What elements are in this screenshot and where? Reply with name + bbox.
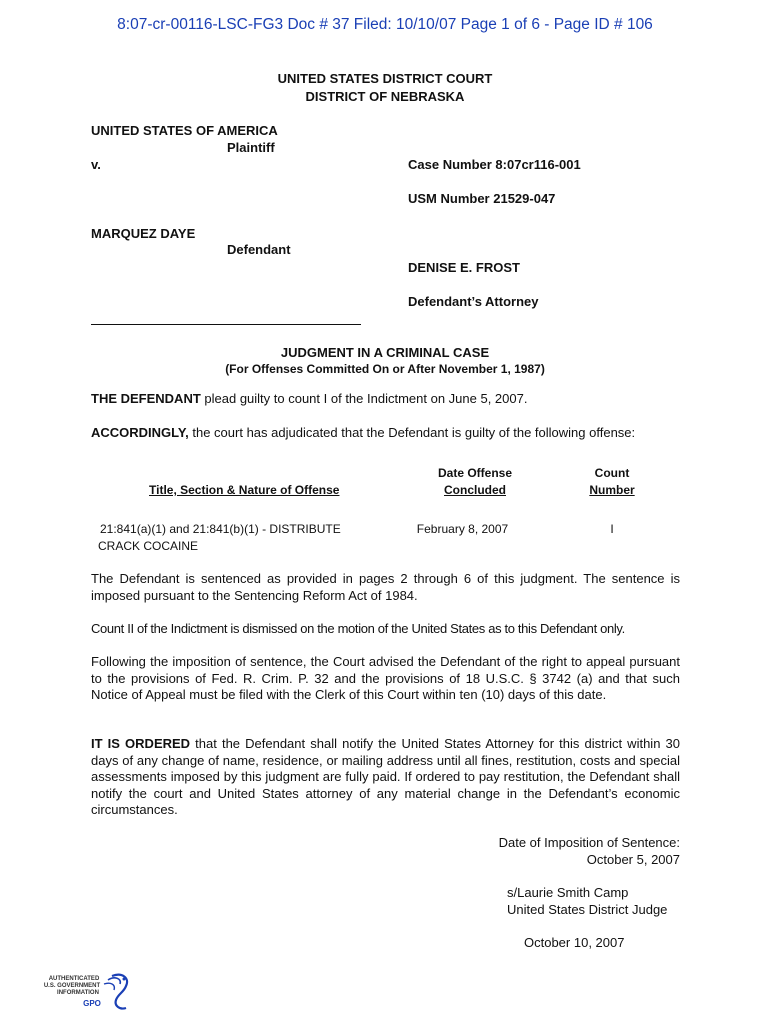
judgment-title: JUDGMENT IN A CRIMINAL CASE xyxy=(280,345,490,360)
court-name: UNITED STATES DISTRICT COURT xyxy=(277,71,493,86)
filing-header-stamp: 8:07-cr-00116-LSC-FG3 Doc # 37 Filed: 10/10/07 Page 1 of 6 - Page ID # 106 xyxy=(117,16,653,33)
seal-line1: AUTHENTICATED xyxy=(48,976,100,982)
imposition-date: October 5, 2007 xyxy=(586,852,680,867)
adjudication-paragraph xyxy=(91,425,680,442)
table-row-count: I xyxy=(610,522,614,536)
court-district: DISTRICT OF NEBRASKA xyxy=(305,89,465,104)
caption-divider xyxy=(91,324,361,325)
plaintiff-name: UNITED STATES OF AMERICA xyxy=(91,123,278,138)
usm-number: USM Number 21529-047 xyxy=(408,191,556,206)
plea-paragraph xyxy=(91,391,680,408)
gpo-authentication-seal xyxy=(38,970,138,1014)
table-row-offense-line2: CRACK COCAINE xyxy=(98,539,199,553)
gpo-eagle-icon xyxy=(38,970,138,1014)
table-header-date-line2: Concluded xyxy=(444,483,506,497)
table-row-date: February 8, 2007 xyxy=(416,522,509,536)
table-header-offense: Title, Section & Nature of Offense xyxy=(149,483,340,497)
table-row-offense-line1: 21:841(a)(1) and 21:841(b)(1) - DISTRIBUTE xyxy=(100,522,341,536)
plea-lead: THE DEFENDANT xyxy=(91,391,201,406)
table-header-count-line2: Number xyxy=(589,483,635,497)
seal-line2: U.S. GOVERNMENT xyxy=(43,983,101,989)
ordered-text: that the Defendant shall notify the United States Attorney for this district within 30 days of any change of name, residence, or mailing address until all fines, restitution, costs and special assessments imposed by this judgment are fully paid. If ordered to pay restitution, the Defendant shall notify the court and United States attorney of any material change in the Defendant’s economic circumstances. xyxy=(91,736,680,817)
table-header-date-line1: Date Offense xyxy=(437,466,513,480)
seal-line3: INFORMATION xyxy=(57,990,99,996)
appeal-paragraph: Following the imposition of sentence, the Court advised the Defendant of the right to appeal pursuant to the provisions of Fed. R. Crim. P. 32 and the provisions of 18 U.S.C. § 3742 (a) and that such Notice of Appeal must be filed with the Clerk of this Court within ten (10) days of this date. xyxy=(91,654,680,702)
plaintiff-role: Plaintiff xyxy=(227,140,275,155)
ordered-lead: IT IS ORDERED xyxy=(91,736,191,751)
case-number: Case Number 8:07cr116-001 xyxy=(408,157,581,172)
plea-text: plead guilty to count I of the Indictment on June 5, 2007. xyxy=(200,391,528,406)
dismissed-paragraph: Count II of the Indictment is dismissed on the motion of the United States as to this Defendant only. xyxy=(91,621,625,636)
signature-title: United States District Judge xyxy=(507,902,668,917)
imposition-label: Date of Imposition of Sentence: xyxy=(498,835,680,850)
sentenced-paragraph: The Defendant is sentenced as provided in pages 2 through 6 of this judgment. The sentence is imposed pursuant to the Sentencing Reform Act of 1984. xyxy=(91,571,680,603)
judgment-subtitle: (For Offenses Committed On or After November 1, 1987) xyxy=(225,362,545,376)
adjudication-lead: ACCORDINGLY, xyxy=(91,425,189,440)
adjudication-text: the court has adjudicated that the Defendant is guilty of the following offense: xyxy=(188,425,636,440)
signature-name: s/Laurie Smith Camp xyxy=(507,885,629,900)
table-header-count-line1: Count xyxy=(594,466,630,480)
ordered-paragraph xyxy=(91,736,680,819)
versus-label: v. xyxy=(91,157,101,172)
seal-mark: GPO xyxy=(83,999,101,1008)
signature-date: October 10, 2007 xyxy=(524,935,625,950)
defendant-name: MARQUEZ DAYE xyxy=(91,226,196,241)
attorney-role: Defendant’s Attorney xyxy=(408,294,539,309)
defendant-role: Defendant xyxy=(227,242,291,257)
attorney-name: DENISE E. FROST xyxy=(408,260,520,275)
